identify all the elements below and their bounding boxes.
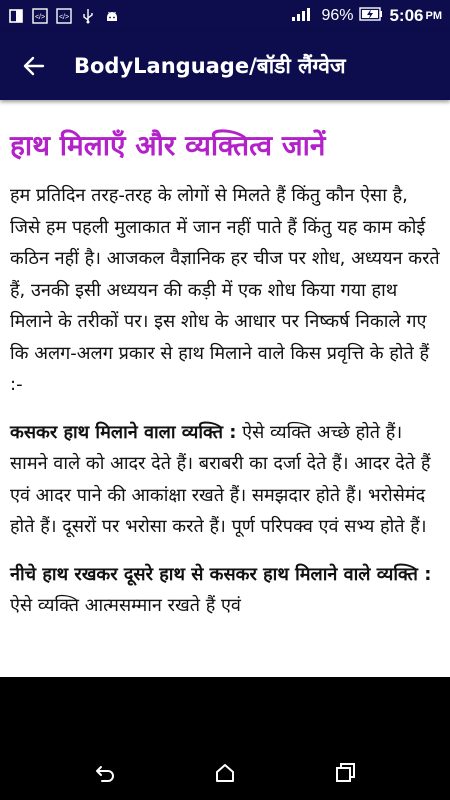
back-nav-button[interactable]: [91, 759, 119, 787]
section-paragraph-1: [10, 417, 440, 543]
usb-icon: [80, 8, 96, 24]
svg-text:</>: </>: [58, 14, 70, 21]
home-nav-button[interactable]: [211, 759, 239, 787]
article-title: हाथ मिलाएँ और व्यक्तित्व जानें: [10, 129, 326, 162]
signal-icon: [291, 6, 315, 27]
recents-nav-icon: [333, 761, 357, 785]
app-title: BodyLanguage/बॉडी लैंग्वेज: [74, 54, 346, 78]
section-paragraph-2: [10, 559, 440, 622]
article-content[interactable]: [0, 100, 450, 677]
notification-icons: [8, 8, 120, 24]
recents-nav-button[interactable]: [331, 759, 359, 787]
section-text-1: ऐसे व्यक्ति अच्छे होते हैं। सामने वाले को आदर देते हैं। बराबरी का दर्जा देते हैं। आदर देते हैं एवं आदर पाने की आकांक्षा रखते हैं। समझदार होते हैं। भरोसेमंद होते हैं। दूसरों पर भरोसा करते हैं। पूर्ण परिपक्व एवं सभ्य होते हैं।: [10, 421, 431, 537]
clock-ampm: PM: [425, 10, 442, 22]
arrow-back-icon: [23, 55, 45, 77]
intro-paragraph: हम प्रतिदिन तरह-तरह के लोगों से मिलते हैं किंतु कौन ऐसा है, जिसे हम पहली मुलाकात में जान नहीं पाते हैं किंतु यह काम कोई कठिन नहीं है। आजकल वैज्ञानिक हर चीज पर शोध, अध्ययन करते हैं, उनकी इसी अध्ययन की कड़ी में एक शोध किया गया हाथ मिलाने के तरीकों पर। इस शोध के आधार पर निष्कर्ष निकाले गए कि अलग-अलग प्रकार से हाथ मिलाने वाले किस प्रवृत्ति के होते हैं :-: [10, 185, 440, 395]
code-icon: [32, 8, 48, 24]
clock-time: 5:06: [389, 6, 424, 25]
battery-charging-icon: [359, 7, 383, 26]
svg-text:</>: </>: [34, 14, 46, 21]
section-heading-1: कसकर हाथ मिलाने वाला व्यक्ति :: [10, 421, 237, 443]
battery-percent: 96%: [321, 7, 354, 24]
home-nav-icon: [213, 761, 237, 785]
back-nav-icon: [93, 761, 117, 785]
tablet-icon: [8, 8, 24, 24]
section-heading-2: नीचे हाथ रखकर दूसरे हाथ से कसकर हाथ मिलाने वाले व्यक्ति :: [10, 563, 432, 585]
code-icon: [56, 8, 72, 24]
system-status: [291, 6, 442, 27]
app-bar: [0, 32, 450, 100]
section-text-2: ऐसे व्यक्ति आत्मसम्मान रखते हैं एवं: [10, 595, 241, 616]
android-icon: [104, 8, 120, 24]
back-button[interactable]: [22, 54, 46, 78]
status-bar: [0, 0, 450, 32]
